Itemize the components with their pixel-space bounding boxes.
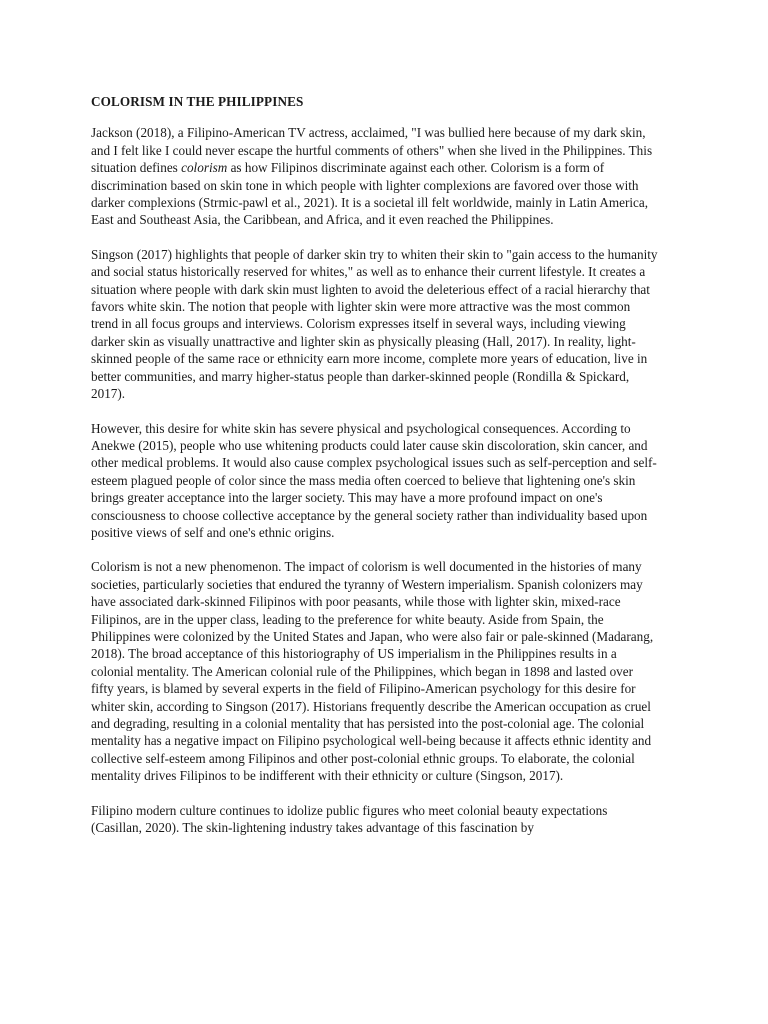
paragraph-1-emphasis: colorism — [181, 160, 228, 176]
paragraph-2: Singson (2017) highlights that people of darker skin try to whiten their skin to "gain access to the humanity and social status historically reserved for whites," as well as to enhance their current lifestyle. It creates a situation where people with dark skin must lighten to avoid the deleterious effect of a racial hierarchy that favors white skin. The notion that people with lighter skin were more attractive was the most common trend in all focus groups and interviews. Colorism expresses itself in several ways, including viewing darker skin as visually unattractive and lighter skin as physically pleasing (Hall, 2017). In reality, light-skinned people of the same race or ethnicity earn more income, complete more years of education, live in better communities, and marry higher-status people than darker-skinned people (Rondilla & Spickard, 2017). — [91, 246, 658, 402]
paragraph-3: However, this desire for white skin has severe physical and psychological consequences. According to Anekwe (2015), people who use whitening products could later cause skin discoloration, skin cancer, and other medical problems. It would also cause complex psychological issues such as self-perception and self-esteem plagued people of color since the mass media often coerced to believe that lightening one's skin brings greater acceptance into the larger society. This may have a more profound impact on one's consciousness to choose collective acceptance by the general society rather than individuality based upon positive views of self and one's ethnic origins. — [91, 420, 657, 540]
paragraph-5: Filipino modern culture continues to idolize public figures who meet colonial beauty expectations (Casillan, 2020). The skin-lightening industry takes advantage of this fascination by — [91, 802, 608, 836]
paragraph-1 — [91, 124, 658, 228]
paragraph-1-text-before: Jackson (2018), a Filipino-American TV actress, acclaimed, "I was bullied here because of my dark skin, and I felt like I could never escape the hurtful comments of others" when she lived in the Philippines. This situation defines — [91, 125, 653, 176]
paragraph-4: Colorism is not a new phenomenon. The impact of colorism is well documented in the histories of many societies, particularly societies that endured the tyranny of Western imperialism. Spanish colonizers may have associated dark-skinned Filipinos with poor peasants, while those with lighter skin, mixed-race Filipinos, are in the upper class, leading to the preference for white beauty. Aside from Spain, the Philippines were colonized by the United States and Japan, who were also fair or pale-skinned (Madarang, 2018). The broad acceptance of this historiography of US imperialism in the Philippines results in a colonial mentality. The American colonial rule of the Philippines, which began in 1898 and lasted over fifty years, is blamed by several experts in the field of Filipino-American psychology for this desire for whiter skin, according to Singson (2017). Historians frequently describe the American occupation as cruel and degrading, resulting in a colonial mentality that has persisted into the post-colonial age. The colonial mentality has a negative impact on Filipino psychological well-being because it affects ethnic identity and collective self-esteem among Filipinos and other post-colonial ethnic groups. To elaborate, the colonial mentality drives Filipinos to be indifferent with their ethnicity or culture (Singson, 2017). — [91, 559, 654, 784]
document-title: COLORISM IN THE PHILIPPINES — [91, 94, 304, 109]
paragraph-1-text-after: as how Filipinos discriminate against each other. Colorism is a form of discrimination based on skin tone in which people with lighter complexions are favored over those with darker complexions (Strmic-pawl et al., 2021). It is a societal ill felt worldwide, mainly in Latin America, East and Southeast Asia, the Caribbean, and Africa, and it even reached the Philippines. — [91, 160, 649, 228]
